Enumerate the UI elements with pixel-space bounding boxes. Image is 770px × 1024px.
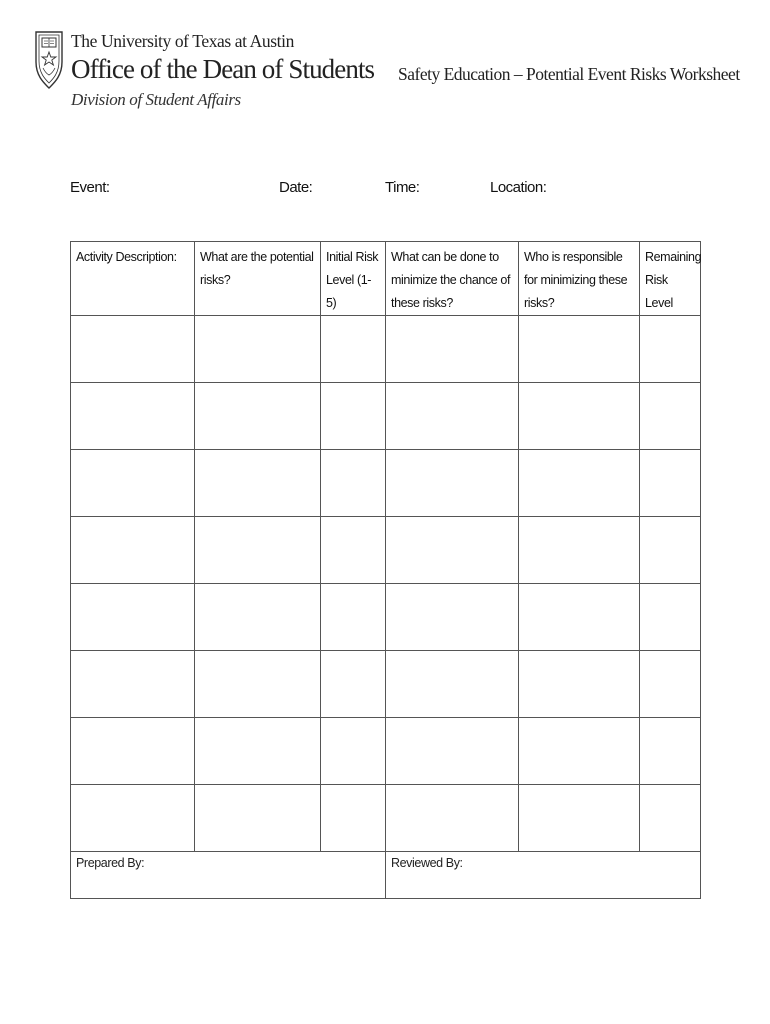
cell-mitigation[interactable] bbox=[386, 517, 519, 584]
university-name: The University of Texas at Austin bbox=[71, 31, 294, 51]
table-row bbox=[71, 450, 701, 517]
cell-potential-risks[interactable] bbox=[195, 450, 321, 517]
cell-mitigation[interactable] bbox=[386, 450, 519, 517]
cell-mitigation[interactable] bbox=[386, 316, 519, 383]
cell-activity[interactable] bbox=[71, 383, 195, 450]
cell-remaining-risk[interactable] bbox=[640, 517, 701, 584]
event-label: Event: bbox=[70, 179, 110, 196]
reviewed-by-field[interactable]: Reviewed By: bbox=[386, 852, 701, 899]
date-label: Date: bbox=[279, 179, 313, 196]
column-header-potential-risks: What are the potential risks? bbox=[195, 242, 321, 316]
cell-potential-risks[interactable] bbox=[195, 785, 321, 852]
table-row bbox=[71, 383, 701, 450]
cell-potential-risks[interactable] bbox=[195, 584, 321, 651]
cell-potential-risks[interactable] bbox=[195, 718, 321, 785]
table-row bbox=[71, 718, 701, 785]
cell-activity[interactable] bbox=[71, 517, 195, 584]
cell-potential-risks[interactable] bbox=[195, 651, 321, 718]
cell-mitigation[interactable] bbox=[386, 651, 519, 718]
table-header-row bbox=[71, 242, 701, 316]
cell-initial-risk[interactable] bbox=[321, 785, 386, 852]
division-name: Division of Student Affairs bbox=[71, 90, 241, 109]
cell-activity[interactable] bbox=[71, 316, 195, 383]
cell-remaining-risk[interactable] bbox=[640, 450, 701, 517]
office-name: Office of the Dean of Students bbox=[71, 54, 375, 84]
risk-table bbox=[70, 241, 701, 852]
cell-responsible[interactable] bbox=[519, 517, 640, 584]
cell-responsible[interactable] bbox=[519, 584, 640, 651]
cell-initial-risk[interactable] bbox=[321, 450, 386, 517]
cell-activity[interactable] bbox=[71, 651, 195, 718]
cell-remaining-risk[interactable] bbox=[640, 651, 701, 718]
cell-potential-risks[interactable] bbox=[195, 316, 321, 383]
cell-mitigation[interactable] bbox=[386, 383, 519, 450]
cell-activity[interactable] bbox=[71, 785, 195, 852]
cell-activity[interactable] bbox=[71, 718, 195, 785]
cell-responsible[interactable] bbox=[519, 785, 640, 852]
cell-responsible[interactable] bbox=[519, 316, 640, 383]
cell-potential-risks[interactable] bbox=[195, 383, 321, 450]
cell-activity[interactable] bbox=[71, 450, 195, 517]
cell-initial-risk[interactable] bbox=[321, 651, 386, 718]
table-row bbox=[71, 584, 701, 651]
cell-responsible[interactable] bbox=[519, 718, 640, 785]
cell-initial-risk[interactable] bbox=[321, 316, 386, 383]
table-row bbox=[71, 651, 701, 718]
time-label: Time: bbox=[385, 179, 420, 196]
cell-remaining-risk[interactable] bbox=[640, 718, 701, 785]
cell-mitigation[interactable] bbox=[386, 584, 519, 651]
column-header-activity: Activity Description: bbox=[71, 242, 195, 316]
cell-mitigation[interactable] bbox=[386, 718, 519, 785]
column-header-remaining-risk: Remaining Risk Level bbox=[640, 242, 701, 316]
column-header-initial-risk: Initial Risk Level (1-5) bbox=[321, 242, 386, 316]
cell-remaining-risk[interactable] bbox=[640, 316, 701, 383]
cell-remaining-risk[interactable] bbox=[640, 383, 701, 450]
cell-responsible[interactable] bbox=[519, 450, 640, 517]
table-row bbox=[71, 517, 701, 584]
location-label: Location: bbox=[490, 179, 547, 196]
cell-potential-risks[interactable] bbox=[195, 517, 321, 584]
cell-activity[interactable] bbox=[71, 584, 195, 651]
cell-initial-risk[interactable] bbox=[321, 718, 386, 785]
cell-initial-risk[interactable] bbox=[321, 584, 386, 651]
cell-initial-risk[interactable] bbox=[321, 383, 386, 450]
signature-table bbox=[70, 851, 701, 899]
column-header-mitigation: What can be done to minimize the chance of these risks? bbox=[386, 242, 519, 316]
cell-remaining-risk[interactable] bbox=[640, 584, 701, 651]
prepared-by-field[interactable]: Prepared By: bbox=[71, 852, 386, 899]
cell-responsible[interactable] bbox=[519, 383, 640, 450]
table-row bbox=[71, 316, 701, 383]
cell-initial-risk[interactable] bbox=[321, 517, 386, 584]
cell-responsible[interactable] bbox=[519, 651, 640, 718]
table-row bbox=[71, 785, 701, 852]
cell-remaining-risk[interactable] bbox=[640, 785, 701, 852]
column-header-responsible: Who is responsible for minimizing these risks? bbox=[519, 242, 640, 316]
worksheet-title: Safety Education – Potential Event Risks Worksheet bbox=[398, 64, 740, 84]
cell-mitigation[interactable] bbox=[386, 785, 519, 852]
ut-seal-icon bbox=[34, 30, 64, 90]
